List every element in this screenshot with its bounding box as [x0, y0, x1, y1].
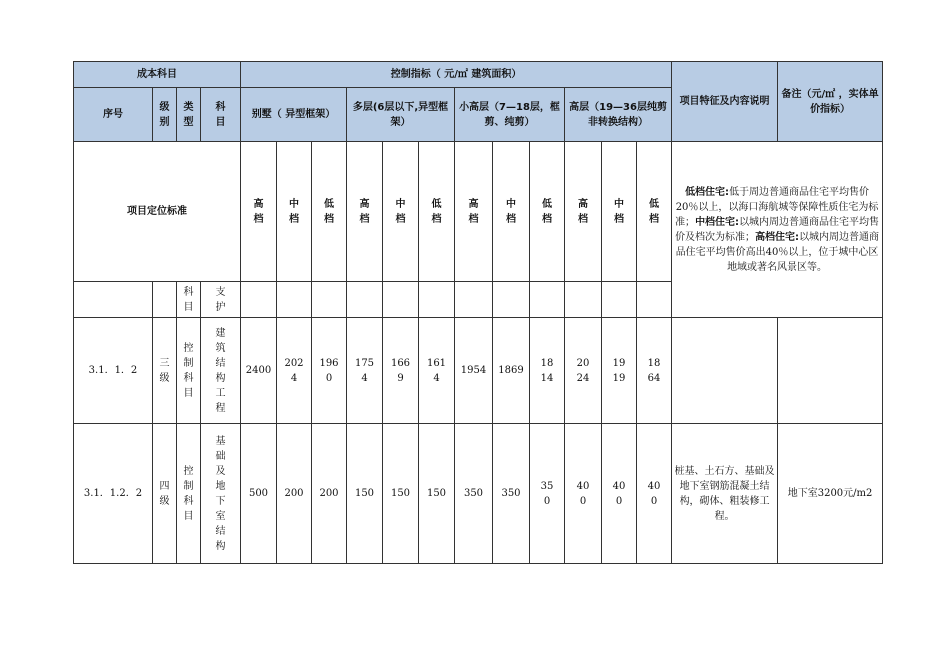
value-cell: 400	[565, 424, 602, 564]
value-cell: 1869	[493, 318, 530, 424]
value-cell: 1814	[530, 318, 565, 424]
high-grade-text: 以城内周边普通商品住宅平均售价高出40％以上，位于城中心区地域或著名风景区等。	[675, 231, 880, 273]
support-level	[153, 282, 177, 318]
value-cell: 400	[637, 424, 672, 564]
cost-control-table	[73, 61, 883, 564]
row-seq: 3.1．1．2	[74, 318, 153, 424]
value-cell: 1614	[419, 318, 455, 424]
high-grade-label: 高档住宅:	[755, 231, 800, 243]
low-grade-label: 低档住宅:	[685, 186, 730, 198]
value-cell: 150	[383, 424, 419, 564]
row-level: 三级	[153, 318, 177, 424]
value-cell: 500	[241, 424, 277, 564]
row-subject: 建筑结构工程	[201, 318, 241, 424]
grade-cell: 中档	[602, 142, 637, 282]
low-grade-text: 低于周边普通商品住宅平均售价20％以上，以海口海航城等保障性质住宅为标准；	[675, 186, 879, 228]
header-row-1	[74, 62, 883, 88]
grade-cell: 高档	[347, 142, 383, 282]
grade-cell: 低档	[637, 142, 672, 282]
row-feature	[672, 318, 778, 424]
header-cost-item: 成本科目	[74, 62, 241, 88]
header-remark: 备注（元/㎡ ，实体单价指标）	[778, 62, 883, 142]
table-row	[74, 318, 883, 424]
value-cell: 200	[277, 424, 312, 564]
table-row	[74, 424, 883, 564]
value-cell: 1864	[637, 318, 672, 424]
header-small-high: 小高层（7—18层，框剪、纯剪）	[455, 88, 565, 142]
row-subject: 基础及地下室结构	[201, 424, 241, 564]
header-high: 高层（19—36层纯剪非转换结构）	[565, 88, 672, 142]
grade-cell: 高档	[565, 142, 602, 282]
positioning-label: 项目定位标准	[74, 142, 241, 282]
support-subject: 支护	[201, 282, 241, 318]
positioning-description	[672, 142, 883, 318]
value-cell: 2400	[241, 318, 277, 424]
value-cell: 1919	[602, 318, 637, 424]
row-type: 控制科目	[177, 424, 201, 564]
grade-cell: 高档	[241, 142, 277, 282]
row-type: 控制科目	[177, 318, 201, 424]
grade-cell: 高档	[455, 142, 493, 282]
value-cell: 350	[530, 424, 565, 564]
grade-cell: 中档	[277, 142, 312, 282]
value-cell: 1754	[347, 318, 383, 424]
value-cell: 150	[347, 424, 383, 564]
row-seq: 3.1．1.2．2	[74, 424, 153, 564]
positioning-row	[74, 142, 883, 282]
grade-cell: 低档	[419, 142, 455, 282]
value-cell: 200	[312, 424, 347, 564]
support-type: 科目	[177, 282, 201, 318]
value-cell: 1954	[455, 318, 493, 424]
value-cell: 2024	[277, 318, 312, 424]
row-level: 四级	[153, 424, 177, 564]
grade-cell: 低档	[312, 142, 347, 282]
mid-grade-text: 以城内周边普通商品住宅平均售价及档次为标准；	[675, 216, 880, 243]
value-cell: 2024	[565, 318, 602, 424]
value-cell: 400	[602, 424, 637, 564]
row-remark	[778, 318, 883, 424]
header-type: 类型	[177, 88, 201, 142]
header-multi: 多层(6层以下,异型框架）	[347, 88, 455, 142]
grade-cell: 中档	[383, 142, 419, 282]
value-cell: 150	[419, 424, 455, 564]
value-cell: 350	[455, 424, 493, 564]
header-villa: 别墅（ 异型框架）	[241, 88, 347, 142]
header-subject: 科目	[201, 88, 241, 142]
header-control-index: 控制指标（ 元/㎡ 建筑面积）	[241, 62, 672, 88]
value-cell: 1960	[312, 318, 347, 424]
value-cell: 350	[493, 424, 530, 564]
header-feature: 项目特征及内容说明	[672, 62, 778, 142]
support-seq	[74, 282, 153, 318]
header-seq: 序号	[74, 88, 153, 142]
row-feature: 桩基、土石方、基础及地下室钢筋混凝土结构，砌体、粗装修工程。	[672, 424, 778, 564]
header-level: 级别	[153, 88, 177, 142]
value-cell: 1669	[383, 318, 419, 424]
mid-grade-label: 中档住宅:	[695, 216, 740, 228]
row-remark: 地下室3200元/m2	[778, 424, 883, 564]
grade-cell: 低档	[530, 142, 565, 282]
grade-cell: 中档	[493, 142, 530, 282]
